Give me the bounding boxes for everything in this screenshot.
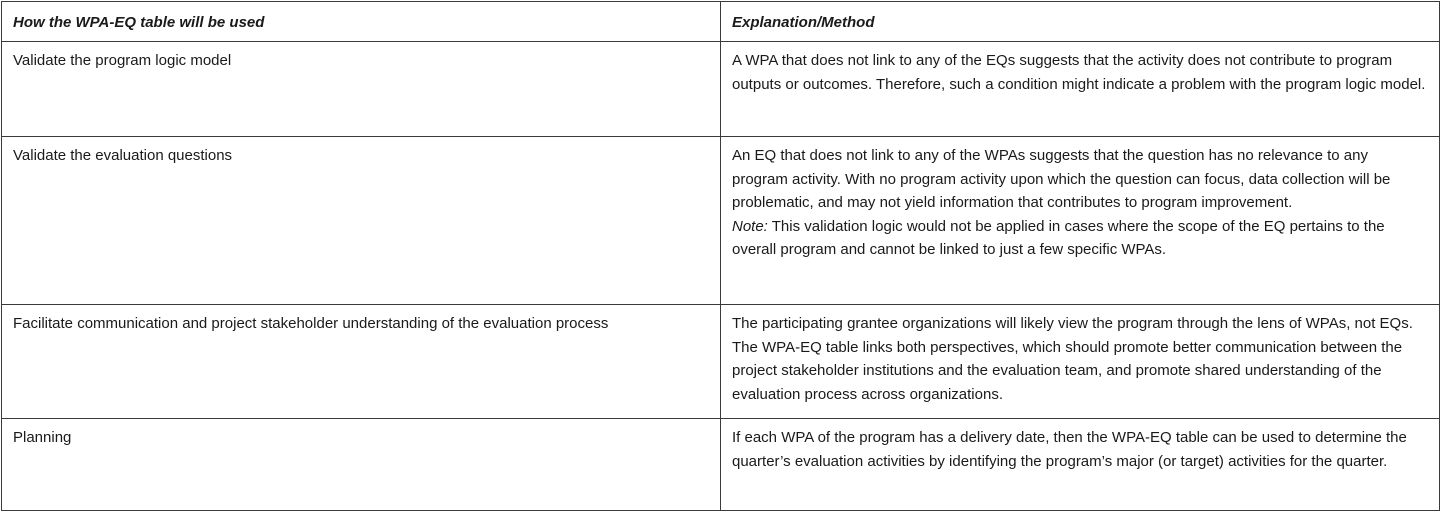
explanation-text: An EQ that does not link to any of the WPAs suggests that the question has no relevance to any program activity. With no program activity upon which the question can focus, data collection will be problematic, and may not yield information that contributes to program improvement. [732, 147, 1391, 212]
use-cell: Facilitate communication and project stakeholder understanding of the evaluation process [2, 305, 721, 419]
header-explanation-method: Explanation/Method [721, 2, 1440, 42]
explanation-cell: The participating grantee organizations will likely view the program through the lens of WPAs, not EQs. The WPA-EQ table links both perspectives, which should promote better communication between the project stakeholder institutions and the evaluation team, and promote shared understanding of the evaluation process across organizations. [721, 305, 1440, 419]
table-row [2, 42, 1440, 137]
explanation-cell [721, 137, 1440, 305]
use-cell: Validate the evaluation questions [2, 137, 721, 305]
table-row [2, 305, 1440, 419]
note-label: Note: [732, 217, 768, 235]
use-cell: Validate the program logic model [2, 42, 721, 137]
note-text: This validation logic would not be applied in cases where the scope of the EQ pertains to the overall program and cannot be linked to just a few specific WPAs. [732, 217, 1385, 259]
explanation-cell: If each WPA of the program has a delivery date, then the WPA-EQ table can be used to determine the quarter’s evaluation activities by identifying the program’s major (or target) activities for the quarter. [721, 419, 1440, 511]
table-header [2, 2, 1440, 42]
table-row [2, 419, 1440, 511]
explanation-cell: A WPA that does not link to any of the EQs suggests that the activity does not contribute to program outputs or outcomes. Therefore, such a condition might indicate a problem with the program logic model. [721, 42, 1440, 137]
wpa-eq-usage-table [1, 1, 1440, 511]
header-how-used: How the WPA-EQ table will be used [2, 2, 721, 42]
explanation-note [732, 215, 1427, 262]
table-body [2, 42, 1440, 511]
use-cell: Planning [2, 419, 721, 511]
table-row [2, 137, 1440, 305]
header-row [2, 2, 1440, 42]
